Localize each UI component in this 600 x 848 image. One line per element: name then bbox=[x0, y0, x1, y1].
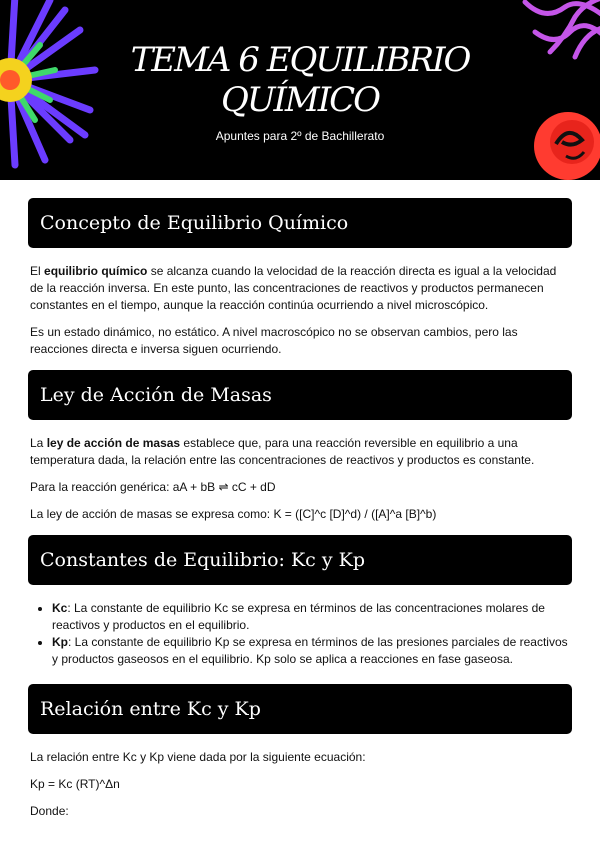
paragraph: Para la reacción genérica: aA + bB ⇌ cC + dD bbox=[30, 480, 276, 494]
section-body-concepto bbox=[0, 248, 600, 358]
section-heading-constantes: Constantes de Equilibrio: Kc y Kp bbox=[28, 535, 572, 585]
title-line-1: TEMA 6 EQUILIBRIO bbox=[130, 40, 470, 80]
header-banner bbox=[0, 0, 600, 180]
paragraph: El equilibrio químico se alcanza cuando la velocidad de la reacción directa es igual a la velocidad de la reacción inversa. En este punto, las concentraciones de reactivos y productos permanecen constantes en el tiempo, aunque la reacción continúa ocurriendo a nivel microscópico. bbox=[30, 264, 557, 312]
document-subtitle: Apuntes para 2º de Bachillerato bbox=[215, 129, 385, 143]
paragraph: La relación entre Kc y Kp viene dada por la siguiente ecuación: bbox=[30, 750, 366, 764]
document-title bbox=[0, 40, 600, 120]
paragraph: Donde: bbox=[30, 804, 69, 818]
section-body-constantes bbox=[0, 585, 600, 668]
bullet-list bbox=[30, 600, 570, 668]
section-body-relacion bbox=[0, 734, 600, 820]
paragraph: Es un estado dinámico, no estático. A nivel macroscópico no se observan cambios, pero las reacciones directa e inversa siguen ocurriendo. bbox=[30, 325, 518, 356]
section-heading-concepto: Concepto de Equilibrio Químico bbox=[28, 198, 572, 248]
section-heading-relacion: Relación entre Kc y Kp bbox=[28, 684, 572, 734]
section-body-ley bbox=[0, 420, 600, 523]
list-item: • Kc: La constante de equilibrio Kc se expresa en términos de las concentraciones molares de reactivos y productos en el equilibrio. bbox=[52, 600, 570, 634]
paragraph: Kp = Kc (RT)^Δn bbox=[30, 777, 120, 791]
paragraph: La ley de acción de masas establece que, para una reacción reversible en equilibrio a una temperatura dada, la relación entre las concentraciones de reactivos y productos es constante. bbox=[30, 436, 535, 467]
paragraph: La ley de acción de masas se expresa como: K = ([C]^c [D]^d) / ([A]^a [B]^b) bbox=[30, 507, 437, 521]
section-heading-ley: Ley de Acción de Masas bbox=[28, 370, 572, 420]
list-item: • Kp: La constante de equilibrio Kp se expresa en términos de las presiones parciales de reactivos y productos gaseosos en el equilibrio. Kp solo se aplica a reacciones en fase gaseosa. bbox=[52, 634, 570, 668]
title-line-2: QUÍMICO bbox=[220, 80, 380, 120]
